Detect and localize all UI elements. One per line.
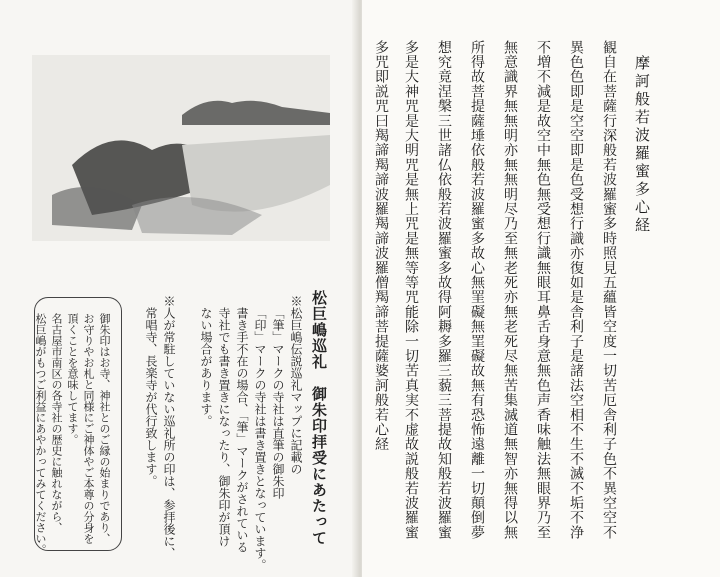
box-line: お守りやお札と同様にご神体やご本尊の分身を bbox=[82, 313, 95, 544]
note-line: 「印」マークの寺社は書き置きとなっています。 bbox=[253, 307, 267, 571]
note-line: 常唱寺、長楽寺が代行致します。 bbox=[144, 307, 158, 487]
info-box bbox=[34, 297, 122, 555]
sutra-line: 想究竟涅槃三世諸仏依般若波羅蜜多故得阿耨多羅三藐三菩提故知般若波羅蜜 bbox=[436, 40, 452, 540]
sutra-title: 摩訶般若波羅蜜多心経 bbox=[633, 55, 651, 235]
box-line: 御朱印はお寺、神社とのご縁の始まりであり、 bbox=[98, 313, 111, 544]
sutra-line: 観自在菩薩行深般若波羅蜜多時照見五蘊皆空度一切苦厄舎利子色不異空空不 bbox=[601, 40, 617, 540]
sutra-line: 多咒即説咒曰羯諦羯諦波羅羯諦波羅僧羯諦菩提薩婆訶般若心経 bbox=[373, 40, 389, 452]
note-line: 寺社でも書き置きになったり、御朱印が頂け bbox=[217, 307, 231, 547]
note-line: ない場合があります。 bbox=[199, 307, 213, 427]
sutra-line: 無意識界無無明亦無無明尽乃至無老死亦無老死尽無苦集滅道無智亦無得以無 bbox=[502, 40, 518, 540]
sutra-line: 多是大神咒是大明咒是無上咒是無等等咒能除一切苦真実不虚故説般若波羅蜜 bbox=[403, 40, 419, 540]
sutra-line: 異色色即是空空即是色受想行識亦復如是舎利子是諸法空相不生不滅不垢不浄 bbox=[568, 40, 584, 540]
note-line: 「筆」マークの寺社は直筆の御朱印 bbox=[271, 307, 285, 499]
landscape-illustration bbox=[32, 55, 330, 241]
left-page bbox=[0, 0, 358, 577]
box-line: 名古屋市南区の各寺社の歴史に触れながら、 bbox=[50, 313, 63, 533]
note-line: 書き手不在の場合、「筆」マークがされている bbox=[235, 307, 249, 553]
sutra-line: 所得故菩提薩埵依般若波羅蜜多故心無罣礙無罣礙故無有恐怖遠離一切顛倒夢 bbox=[469, 40, 485, 540]
page-title: 松巨嶋巡礼 御朱印拝受にあたって bbox=[310, 290, 328, 546]
note-line: ※松巨嶋伝説巡礼マップに記載の bbox=[289, 295, 303, 475]
note-line: ※人が常駐していない巡礼所の印は、参拝後に、 bbox=[162, 295, 176, 559]
box-line: 頂くことを意味してます。 bbox=[66, 313, 79, 445]
sutra-line: 不増不減是故空中無色無受想行識無眼耳鼻舌身意無色声香味触法無眼界乃至 bbox=[535, 40, 551, 540]
box-line: 松巨嶋がもつご利益にあやかってみてください。 bbox=[34, 313, 47, 555]
right-page bbox=[362, 0, 720, 577]
